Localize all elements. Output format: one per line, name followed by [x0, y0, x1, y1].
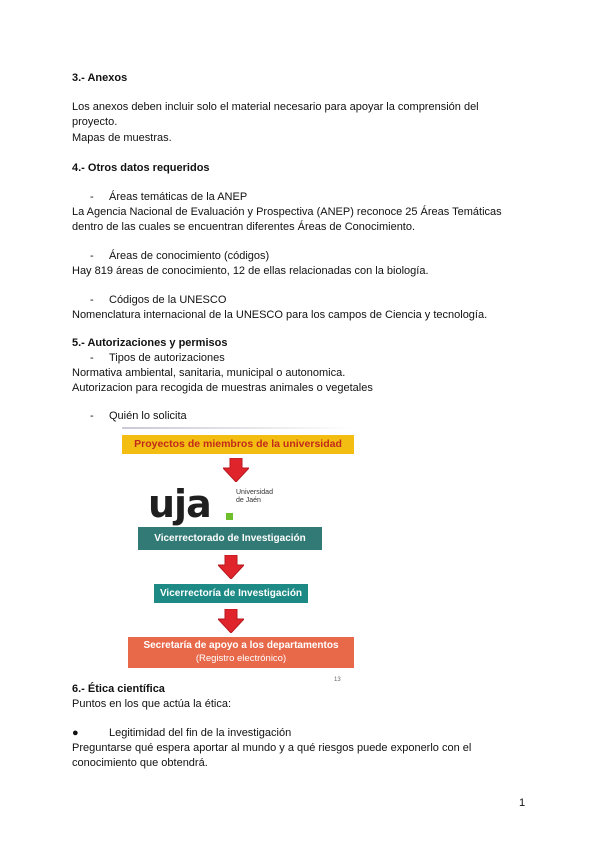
bullet-unesco — [90, 293, 226, 308]
anexos-line-2: proyecto. — [72, 116, 118, 128]
page-number: 1 — [519, 797, 526, 809]
bullet-anep — [90, 190, 247, 205]
bullet-areas — [90, 249, 269, 264]
flow-step-secretaria-title: Secretaría de apoyo a los departamentos — [143, 640, 339, 651]
bullet-dot-icon: ● — [72, 727, 79, 739]
flow-step-proyectos: Proyectos de miembros de la universidad — [122, 435, 354, 454]
bullet-tipos-label: Tipos de autorizaciones — [109, 352, 225, 364]
uja-logo-sub-1: Universidad — [236, 489, 273, 496]
flowchart-top-rule — [122, 427, 354, 429]
tipos-line-2: Autorizacion para recogida de muestras animales o vegetales — [72, 382, 373, 394]
uja-logo-word: uja — [148, 482, 211, 526]
uja-logo-sub-2: de Jaén — [236, 497, 261, 504]
heading-etica: 6.- Ética científica — [72, 683, 165, 695]
uja-logo-subtitle — [236, 489, 273, 505]
legitimidad-line-2: conocimiento que obtendrá. — [72, 757, 208, 769]
etica-intro: Puntos en los que actúa la ética: — [72, 698, 231, 710]
tipos-line-1: Normativa ambiental, sanitaria, municipal o autonomica. — [72, 367, 346, 379]
bullet-dash: - — [90, 191, 94, 203]
uja-logo — [148, 482, 298, 526]
bullet-unesco-label: Códigos de la UNESCO — [109, 294, 227, 306]
anep-line-1: La Agencia Nacional de Evaluación y Prospectiva (ANEP) reconoce 25 Áreas Temáticas — [72, 206, 502, 218]
bullet-dash: - — [90, 250, 94, 262]
bullet-dash: - — [90, 294, 94, 306]
flow-step-secretaria — [128, 637, 354, 668]
bullet-anep-label: Áreas temáticas de la ANEP — [109, 191, 248, 203]
down-arrow-icon — [218, 555, 244, 579]
unesco-line: Nomenclatura internacional de la UNESCO para los campos de Ciencia y tecnología. — [72, 309, 488, 321]
bullet-quien-label: Quién lo solicita — [109, 410, 187, 422]
bullet-legitimidad — [72, 726, 291, 741]
flow-step-secretaria-sub: (Registro electrónico) — [195, 653, 287, 664]
heading-autorizaciones: 5.- Autorizaciones y permisos — [72, 337, 228, 349]
flowchart-mark: 13 — [334, 677, 341, 683]
uja-logo-dot — [226, 513, 233, 520]
bullet-areas-label: Áreas de conocimiento (códigos) — [109, 250, 270, 262]
heading-anexos: 3.- Anexos — [72, 72, 128, 84]
flow-step-vicerrectoria: Vicerrectoría de Investigación — [154, 584, 308, 603]
flow-step-vicerrectorado: Vicerrectorado de Investigación — [138, 527, 322, 550]
heading-otros-datos: 4.- Otros datos requeridos — [72, 162, 210, 174]
down-arrow-icon — [218, 609, 244, 633]
anep-line-2: dentro de las cuales se encuentran diferentes Áreas de Conocimiento. — [72, 221, 416, 233]
bullet-dash: - — [90, 410, 94, 422]
bullet-quien — [90, 409, 187, 424]
bullet-dash: - — [90, 352, 94, 364]
anexos-line-3: Mapas de muestras. — [72, 132, 172, 144]
bullet-tipos — [90, 351, 225, 366]
bullet-legitimidad-label: Legitimidad del fin de la investigación — [109, 727, 292, 739]
flowchart — [110, 427, 370, 685]
down-arrow-icon — [223, 458, 249, 482]
legitimidad-line-1: Preguntarse qué espera aportar al mundo y a qué riesgos puede exponerlo con el — [72, 742, 472, 754]
areas-line: Hay 819 áreas de conocimiento, 12 de ellas relacionadas con la biología. — [72, 265, 429, 277]
anexos-line-1: Los anexos deben incluir solo el material necesario para apoyar la comprensión del — [72, 101, 479, 113]
